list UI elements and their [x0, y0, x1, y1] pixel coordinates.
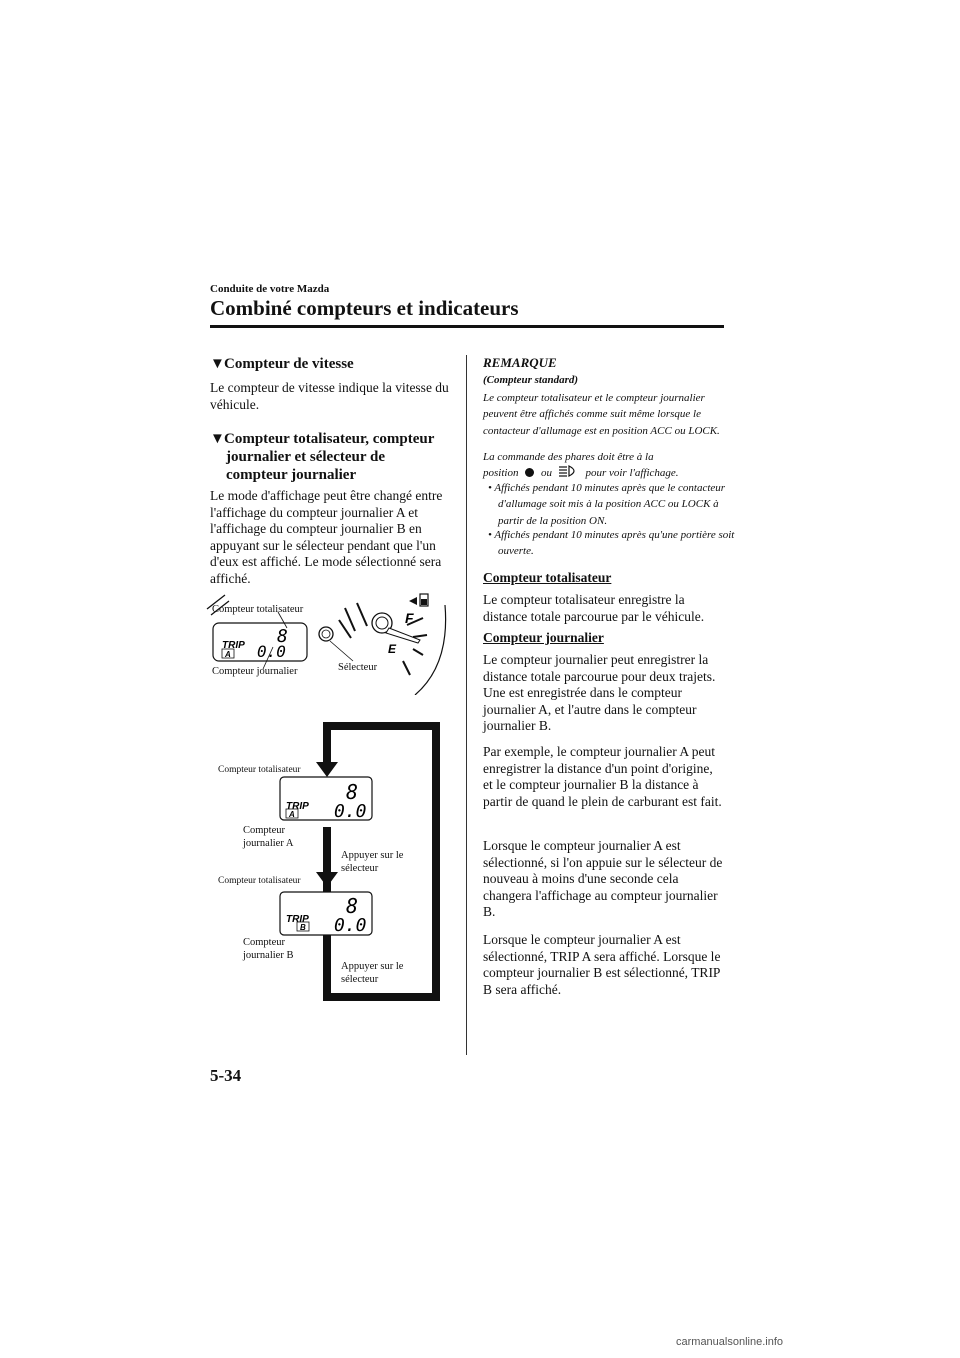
svg-text:TRIP: TRIP	[286, 914, 309, 925]
meter-illustration	[205, 585, 455, 695]
svg-text:B: B	[300, 923, 306, 932]
svg-text:0.0: 0.0	[334, 915, 367, 936]
svg-text:8: 8	[277, 626, 288, 647]
headlight-icon	[558, 465, 580, 477]
section-heading-speedometer: ▼Compteur de vitesse	[210, 356, 354, 372]
label-odometer: Compteur totalisateur	[212, 604, 304, 615]
svg-text:A: A	[289, 810, 295, 819]
page-number: 5-34	[210, 1066, 242, 1085]
note-bullet-1: • Affichés pendant 10 minutes après que le contacteur d'allumage soit mis à la position ACC ou LOCK à partir de la position ON.	[488, 482, 726, 527]
note-paragraph: Le compteur totalisateur et le compteur journalier peuvent être affichés comme suit même lorsque le contacteur d'allumage est en position ACC ou LOCK.	[483, 392, 720, 437]
speedometer-text: Le compteur de vitesse indique la vitesse du véhicule.	[210, 380, 449, 412]
label-odometer-a: Compteur totalisateur	[218, 765, 301, 775]
note-heading: REMARQUE	[483, 355, 557, 370]
selector-knob	[319, 627, 333, 641]
svg-text:TRIP: TRIP	[286, 801, 309, 812]
fuel-pump-icon	[409, 594, 428, 606]
label-selector: Sélecteur	[338, 662, 378, 673]
label-trip-meter: Compteur journalier	[212, 666, 298, 677]
page-title: Combiné compteurs et indicateurs	[210, 296, 519, 320]
svg-text:A: A	[225, 650, 231, 659]
svg-text:8: 8	[346, 780, 359, 804]
trip-meter-indicator: Lorsque le compteur journalier A est sélectionné, TRIP A sera affiché. Lorsque le compteur journalier B est sélectionné, TRIP B sera affiché.	[483, 932, 721, 997]
svg-text:TRIP: TRIP	[222, 640, 245, 651]
odometer-text: Le mode d'affichage peut être changé entre l'affichage du compteur journalier A et l'affichage du compteur journalier B en appuyant sur le sélecteur pendant que l'un d'eux est affiché. Le mode sélectionné sera affiché.	[210, 488, 443, 586]
trip-meter-description: Le compteur journalier peut enregistrer la distance totale parcourue pour deux trajets. Une est enregistrée dans le compteur journalier A, et l'autre dans le compteur journalier B.	[483, 652, 716, 734]
section-heading-odometer: ▼Compteur totalisateur, compteur journalier et sélecteur de compteur journalier	[210, 431, 435, 483]
triangle-bullet-icon: ▼	[210, 356, 225, 372]
trip-sequence-diagram	[210, 715, 450, 1010]
column-divider	[466, 355, 467, 1055]
note-subheading: (Compteur standard)	[483, 374, 579, 386]
label-trip-b: Compteur journalier B	[243, 937, 294, 961]
note-headlight-line: La commande des phares doit être à la position ou pour voir l'affichage.	[483, 451, 679, 480]
label-trip-a: Compteur journalier A	[243, 825, 294, 849]
trip-meter-switch: Lorsque le compteur journalier A est sélectionné, si l'on appuie sur le sélecteur de nouveau à moins d'une seconde cela changera l'affichage au compteur journalier B.	[483, 838, 723, 920]
title-rule	[210, 325, 724, 328]
svg-text:8: 8	[346, 894, 359, 918]
note-bullet-2: • Affichés pendant 10 minutes après qu'une portière soit ouverte.	[488, 529, 735, 558]
subheading-trip-meter: Compteur journalier	[483, 630, 604, 645]
subheading-odometer: Compteur totalisateur	[483, 570, 612, 585]
svg-text:0.0: 0.0	[334, 801, 367, 822]
trip-meter-example: Par exemple, le compteur journalier A peut enregistrer la distance d'un point d'origine, et le compteur journalier B la distance à partir de quand le plein de carburant est fait.	[483, 744, 722, 809]
label-press-selector-1: Appuyer sur le sélecteur	[341, 850, 404, 874]
lcd-display-trip-b	[280, 892, 372, 936]
label-odometer-b: Compteur totalisateur	[218, 876, 301, 886]
svg-text:F: F	[405, 610, 414, 626]
lcd-display-trip-a	[280, 777, 372, 822]
svg-text:0.0: 0.0	[257, 642, 286, 661]
dot-icon	[525, 468, 534, 477]
triangle-bullet-icon: ▼	[210, 431, 225, 447]
footer-watermark: carmanualsonline.info	[676, 1336, 784, 1348]
chapter-label: Conduite de votre Mazda	[210, 283, 330, 295]
label-press-selector-2: Appuyer sur le sélecteur	[341, 961, 404, 985]
odometer-description: Le compteur totalisateur enregistre la distance totale parcourue par le véhicule.	[483, 592, 705, 624]
svg-text:E: E	[388, 642, 397, 656]
